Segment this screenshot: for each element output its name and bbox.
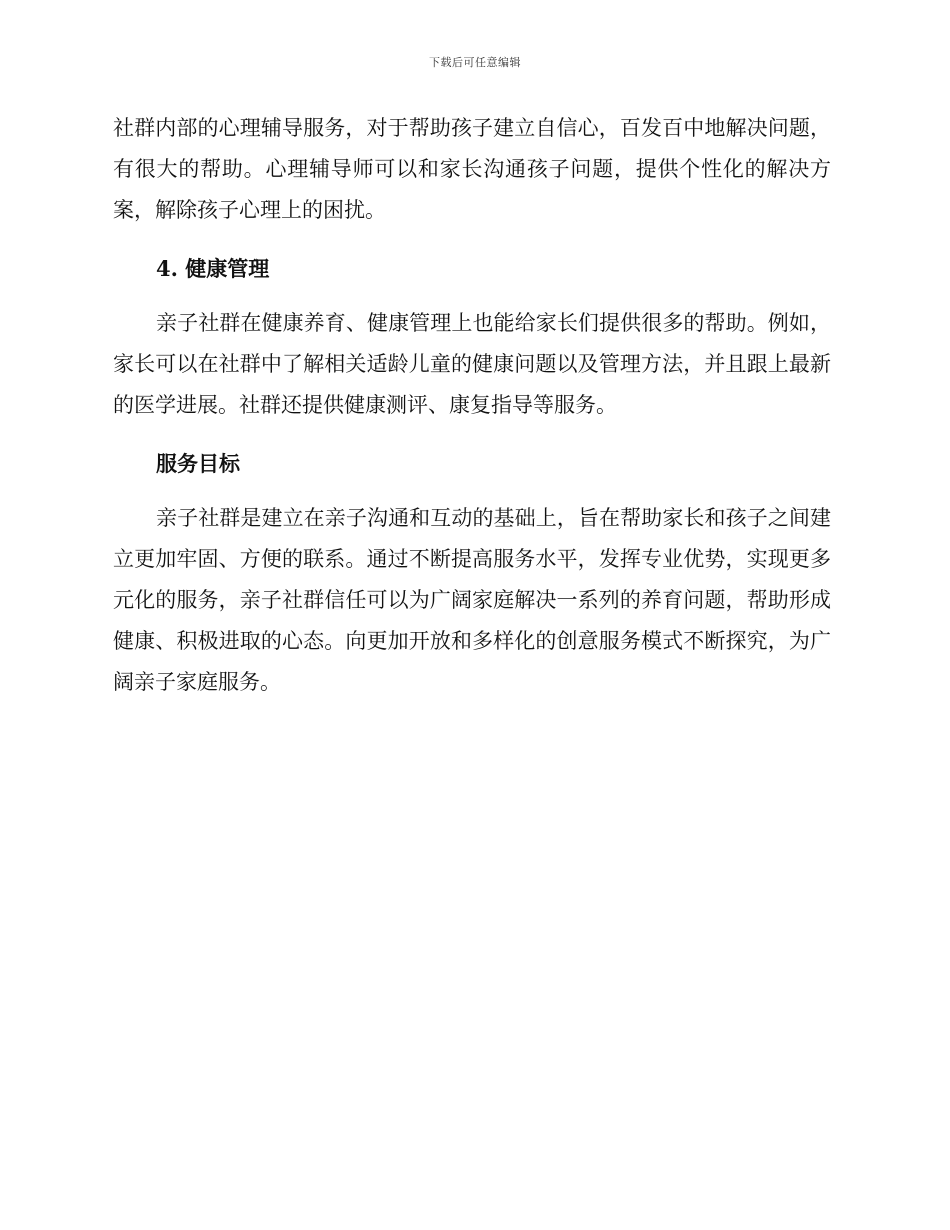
- spacer: [113, 426, 831, 443]
- spacer: [113, 289, 831, 303]
- spacer: [113, 231, 831, 248]
- document-body: [113, 108, 831, 703]
- spacer: [113, 484, 831, 498]
- intro-paragraph: 社群内部的心理辅导服务，对于帮助孩子建立自信心，百发百中地解决问题，有很大的帮助。心理辅导师可以和家长沟通孩子问题，提供个性化的解决方案，解除孩子心理上的困扰。: [113, 116, 831, 222]
- section-heading-health: 4. 健康管理: [156, 256, 270, 281]
- goal-paragraph: 亲子社群是建立在亲子沟通和互动的基础上，旨在帮助家长和孩子之间建立更加牢固、方便的联系。通过不断提高服务水平，发挥专业优势，实现更多元化的服务，亲子社群信任可以为广阔家庭解决一系列的养育问题，帮助形成健康、积极进取的心态。向更加开放和多样化的创意服务模式不断探究，为广阔亲子家庭服务。: [113, 506, 831, 694]
- section-heading-goal: 服务目标: [156, 451, 240, 476]
- page-header: 下载后可任意编辑: [429, 56, 521, 69]
- health-paragraph: 亲子社群在健康养育、健康管理上也能给家长们提供很多的帮助。例如，家长可以在社群中了解相关适龄儿童的健康问题以及管理方法，并且跟上最新的医学进展。社群还提供健康测评、康复指导等服务。: [113, 311, 831, 417]
